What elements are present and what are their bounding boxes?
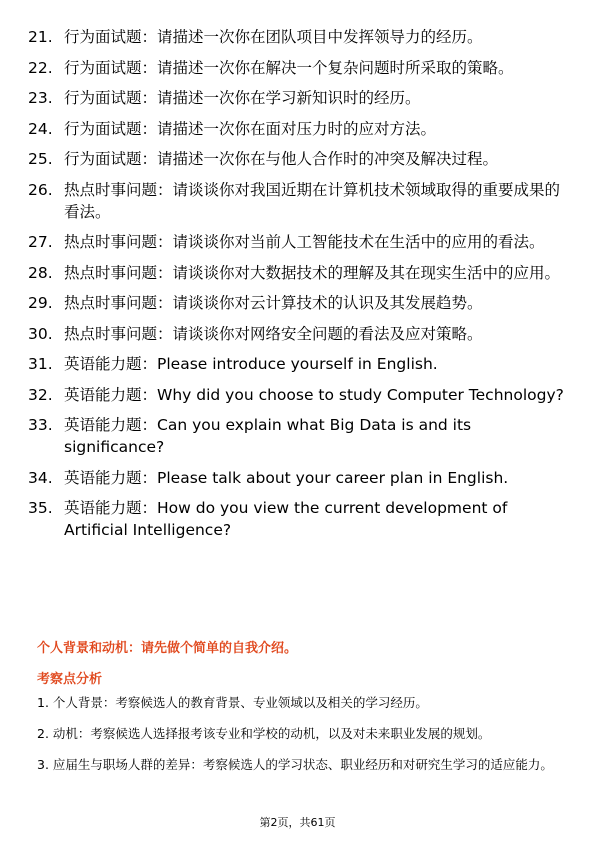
question-text: 行为面试题：请描述一次你在学习新知识时的经历。	[64, 89, 421, 107]
question-item	[28, 26, 568, 48]
page-number-footer: 第2页，共61页	[259, 816, 336, 829]
question-number: 22.	[28, 58, 53, 77]
question-item	[28, 148, 568, 170]
question-text: 行为面试题：请描述一次你在团队项目中发挥领导力的经历。	[64, 28, 483, 46]
question-item	[28, 497, 568, 541]
question-number: 21.	[28, 28, 53, 46]
question-number: 32.	[28, 385, 53, 404]
question-item	[28, 118, 568, 140]
question-number: 33.	[28, 416, 53, 434]
question-item	[28, 87, 568, 109]
question-number: 35.	[28, 499, 53, 517]
question-number: 23.	[28, 89, 53, 107]
question-number: 31.	[28, 355, 53, 373]
question-text: 英语能力题：Please talk about your career plan in English.	[64, 468, 509, 487]
section-heading: 个人背景和动机：请先做个简单的自我介绍。	[37, 641, 298, 656]
question-item	[28, 384, 568, 406]
question-text: 英语能力题：Please introduce yourself in English.	[64, 355, 438, 373]
question-item	[28, 467, 568, 489]
question-number: 26.	[28, 180, 53, 199]
question-item	[28, 57, 568, 79]
question-item	[28, 179, 568, 223]
question-item	[28, 231, 568, 253]
question-text: 英语能力题：Can you explain what Big Data is and its significance?	[64, 416, 472, 456]
question-text: 热点时事问题：请谈谈你对我国近期在计算机技术领域取得的重要成果的看法。	[64, 180, 561, 221]
question-text: 热点时事问题：请谈谈你对云计算技术的认识及其发展趋势。	[64, 294, 483, 312]
analysis-heading: 考察点分析	[37, 672, 103, 687]
question-item	[28, 323, 568, 345]
question-text: 行为面试题：请描述一次你在面对压力时的应对方法。	[64, 119, 437, 138]
analysis-point: 2. 动机：考察候选人选择报考该专业和学校的动机，以及对未来职业发展的规划。	[37, 726, 491, 741]
question-number: 27.	[28, 233, 53, 251]
question-item	[28, 353, 568, 375]
question-text: 热点时事问题：请谈谈你对大数据技术的理解及其在现实生活中的应用。	[64, 263, 561, 282]
question-text: 英语能力题：How do you view the current development of Artificial Intelligence?	[64, 499, 508, 539]
analysis-point: 3. 应届生与职场人群的差异：考察候选人的学习状态、职业经历和对研究生学习的适应能力。	[37, 757, 553, 772]
question-number: 34.	[28, 468, 53, 487]
question-number: 29.	[28, 294, 53, 312]
question-item	[28, 414, 568, 458]
question-text: 英语能力题：Why did you choose to study Computer Technology?	[64, 385, 564, 404]
question-text: 热点时事问题：请谈谈你对当前人工智能技术在生活中的应用的看法。	[64, 233, 545, 251]
question-item	[28, 292, 568, 314]
question-number: 25.	[28, 150, 53, 168]
question-list	[28, 26, 568, 550]
analysis-point: 1. 个人背景：考察候选人的教育背景、专业领域以及相关的学习经历。	[37, 695, 428, 710]
question-number: 30.	[28, 324, 53, 343]
question-number: 28.	[28, 263, 53, 282]
analysis-list	[37, 692, 562, 785]
question-item	[28, 262, 568, 284]
question-text: 行为面试题：请描述一次你在与他人合作时的冲突及解决过程。	[64, 150, 499, 168]
question-text: 热点时事问题：请谈谈你对网络安全问题的看法及应对策略。	[64, 324, 483, 343]
question-text: 行为面试题：请描述一次你在解决一个复杂问题时所采取的策略。	[64, 58, 514, 77]
question-number: 24.	[28, 119, 53, 138]
